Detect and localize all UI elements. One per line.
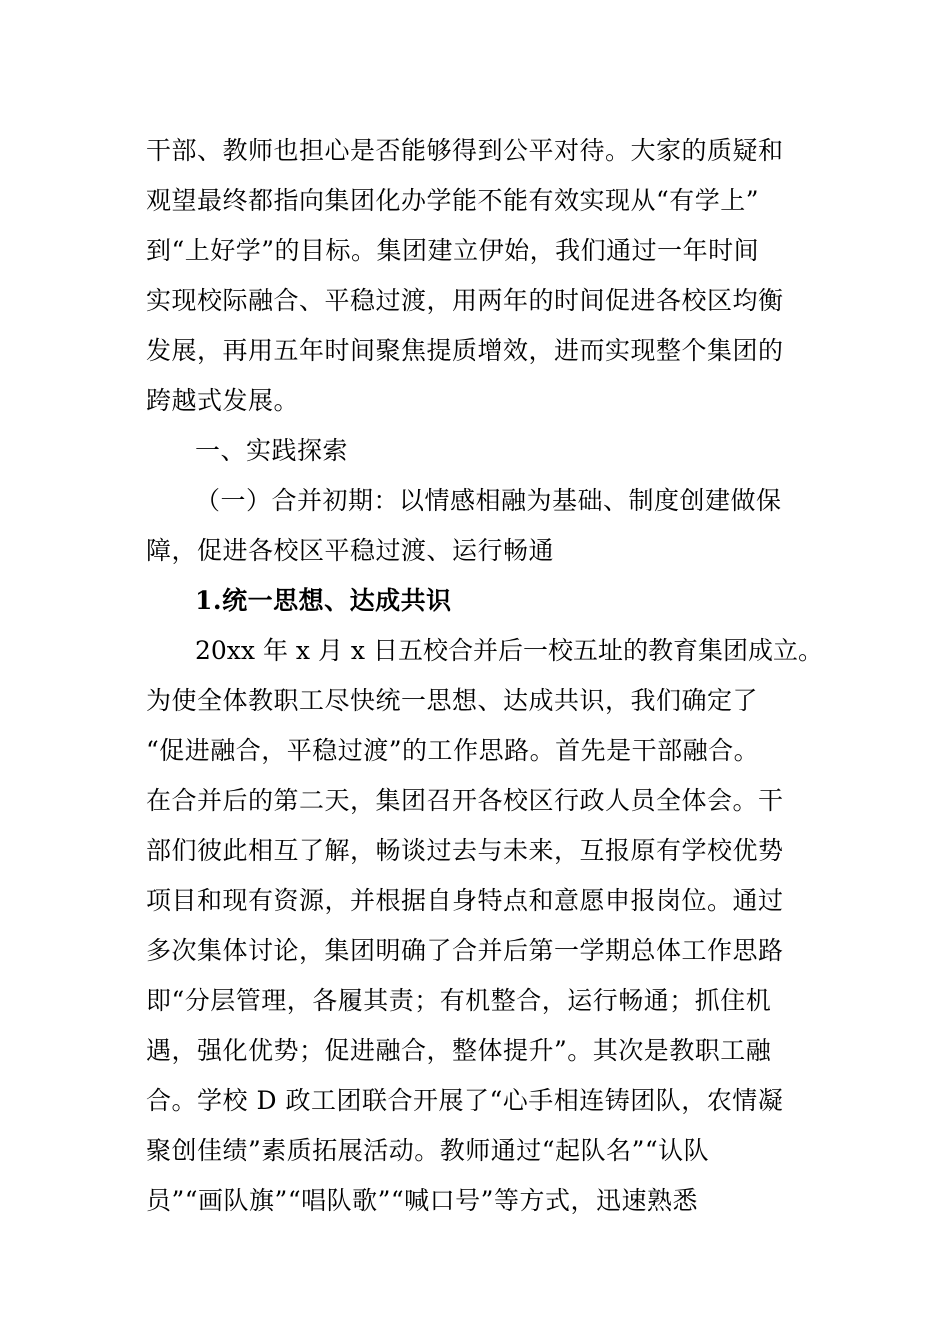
text-line: 发展，再用五年时间聚焦提质增效，进而实现整个集团的 (146, 336, 784, 365)
text-line: 项目和现有资源，并根据自身特点和意愿申报岗位。通过 (146, 886, 784, 915)
text-line: 多次集体讨论，集团明确了合并后第一学期总体工作思路 (146, 936, 784, 965)
text-line: 实现校际融合、平稳过渡，用两年的时间促进各校区均衡 (146, 286, 784, 315)
section-heading-2-line: （一）合并初期：以情感相融为基础、制度创建做保 (195, 486, 782, 515)
text-line: 到“上好学”的目标。集团建立伊始，我们通过一年时间 (146, 236, 760, 265)
text-line: 遇，强化优势；促进融合，整体提升”。其次是教职工融 (146, 1036, 772, 1065)
section-heading-1: 一、实践探索 (195, 436, 349, 465)
section-heading-2-line: 障，促进各校区平稳过渡、运行畅通 (146, 536, 555, 565)
text-line: 员”“画队旗”“唱队歌”“喊口号”等方式，迅速熟悉 (146, 1186, 698, 1215)
text-line: 观望最终都指向集团化办学能不能有效实现从“有学上” (146, 186, 760, 215)
section-heading-3: 1.统一思想、达成共识 (195, 586, 452, 615)
text-line: “促进融合，平稳过渡”的工作思路。首先是干部融合。 (146, 736, 760, 765)
text-line: 合。学校 D 政工团联合开展了“心手相连铸团队，农情凝 (146, 1086, 784, 1115)
text-line: 20xx 年 x 月 x 日五校合并后一校五址的教育集团成立。 (195, 636, 823, 665)
text-line: 部们彼此相互了解，畅谈过去与未来，互报原有学校优势 (146, 836, 784, 865)
text-line: 干部、教师也担心是否能够得到公平对待。大家的质疑和 (146, 136, 784, 165)
text-line: 为使全体教职工尽快统一思想、达成共识，我们确定了 (146, 686, 759, 715)
text-line: 跨越式发展。 (146, 386, 300, 415)
text-line: 在合并后的第二天，集团召开各校区行政人员全体会。干 (146, 786, 784, 815)
text-line: 聚创佳绩”素质拓展活动。教师通过“起队名”“认队 (146, 1136, 710, 1165)
text-line: 即“分层管理，各履其责；有机整合，运行畅通；抓住机 (146, 986, 772, 1015)
